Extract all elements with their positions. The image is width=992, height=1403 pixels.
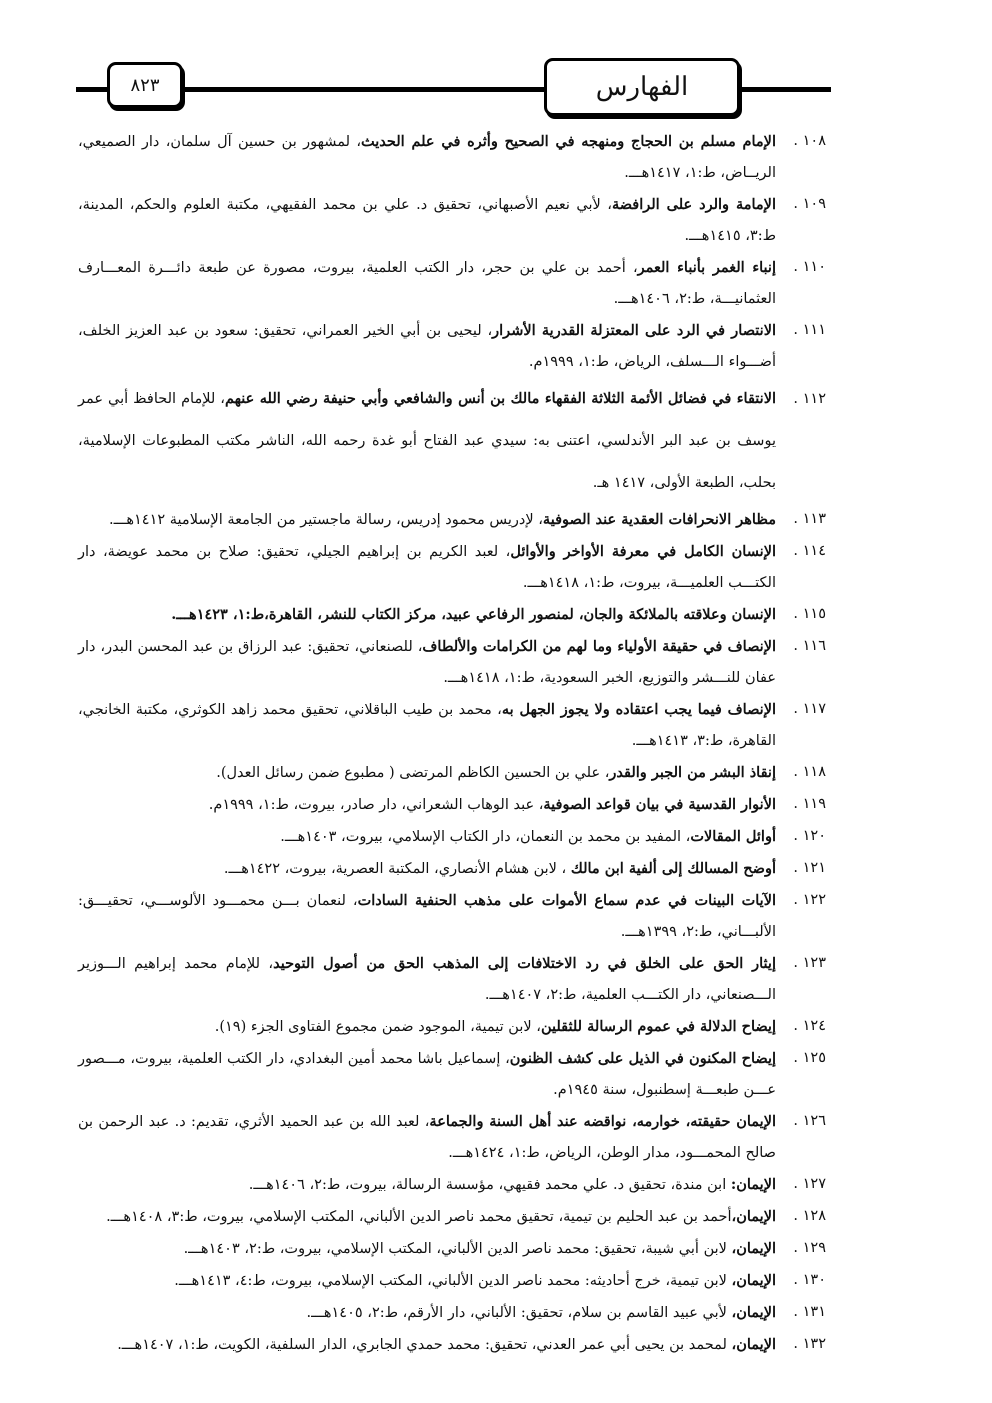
entry-title: الإيمان: bbox=[730, 1176, 776, 1193]
entry-title: الإيمان، bbox=[731, 1240, 776, 1257]
entry-text bbox=[78, 757, 776, 789]
bibliography-entry bbox=[78, 1265, 826, 1297]
entry-text bbox=[78, 631, 776, 694]
entry-title: الإنصاف فيما يجب اعتقاده ولا يجوز الجهل به bbox=[501, 701, 777, 718]
entry-number: ١٢٦ . bbox=[793, 1113, 826, 1129]
entry-details: ، لابن هشام الأنصاري، المكتبة العصرية، بيروت، ١٤٢٢هـــ. bbox=[223, 861, 571, 877]
bibliography-entry bbox=[78, 252, 826, 315]
entry-number: ١٣٠ . bbox=[793, 1272, 826, 1288]
bibliography-entry bbox=[78, 1297, 826, 1329]
entry-title: الإنسان وعلاقته بالملائكة والجان، لمنصور الرفاعي عبيد، مركز الكتاب للنشر، القاهرة،ط:١، ١٤٢٣هـــ. bbox=[171, 606, 776, 623]
bibliography-entry bbox=[78, 885, 826, 948]
entry-text bbox=[78, 252, 776, 315]
entry-text bbox=[78, 189, 776, 252]
entry-details: ، عبد الوهاب الشعراني، دار صادر، بيروت، ط:١، ١٩٩٩م. bbox=[208, 797, 544, 813]
header-rule-right bbox=[737, 87, 831, 92]
entry-title: أوائل المقالات bbox=[690, 828, 776, 845]
entry-text bbox=[78, 1011, 776, 1043]
entry-details: ، إسماعيل باشا محمد أمين البغدادي، دار الكتب العلمية، بيروت، مـــصور عـــن طبعـــة إسطنبول، سنة ١٩٤٥م. bbox=[78, 1051, 776, 1098]
entry-title: الإمامة والرد على الرافضة bbox=[611, 196, 776, 213]
bibliography-entry bbox=[78, 853, 826, 885]
page-title-box bbox=[544, 58, 740, 116]
entry-number: ١١٢ . bbox=[793, 391, 826, 407]
entry-title: إيضاح المكنون في الذيل على كشف الظنون bbox=[509, 1050, 777, 1067]
bibliography-entry bbox=[78, 821, 826, 853]
entry-details: ، لإدريس محمود إدريس، رسالة ماجستير من الجامعة الإسلامية ١٤١٢هـــ. bbox=[109, 512, 543, 528]
entry-text bbox=[78, 694, 776, 757]
page-number-box bbox=[107, 62, 183, 108]
entry-details: ، لابن تيمية، الموجود ضمن مجموع الفتاوى الجزء (١٩). bbox=[214, 1019, 541, 1035]
bibliography-list bbox=[78, 126, 826, 1361]
entry-title: أوضح المسالك إلى ألفية ابن مالك bbox=[570, 860, 776, 877]
entry-number: ١٠٨ . bbox=[793, 133, 826, 149]
entry-number: ١٢٠ . bbox=[793, 828, 826, 844]
bibliography-entry bbox=[78, 599, 826, 631]
bibliography-entry bbox=[78, 789, 826, 821]
entry-number: ١١٤ . bbox=[793, 543, 826, 559]
entry-title: إنباء الغمر بأنباء العمر bbox=[637, 259, 776, 276]
entry-title: الانتصار في الرد على المعتزلة القدرية الأشرار bbox=[492, 322, 777, 339]
entry-title: مظاهر الانحرافات العقدية عند الصوفية bbox=[542, 511, 776, 528]
entry-details: ، لنعمان بـــن محمـــود الألوســـي، تحقيـــق: الألبـــاني، ط:٢، ١٣٩٩هـــ. bbox=[78, 893, 776, 940]
entry-number: ١١٣ . bbox=[793, 511, 826, 527]
entry-details: لابن تيمية، خرج أحاديثه: محمد ناصر الدين الألباني، المكتب الإسلامي، بيروت، ط:٤، ١٤١٣هـــ. bbox=[174, 1273, 732, 1289]
entry-details: ، لمشهور بن حسين آل سلمان، دار الصميعي، الريــاض، ط:١، ١٤١٧هـــ. bbox=[78, 134, 776, 181]
entry-details: لمحمد بن يحيى أبي عمر العدني، تحقيق: محمد حمدي الجابري، الدار السلفية، الكويت، ط:١، ١٤٠٧هـــ. bbox=[117, 1337, 732, 1353]
entry-title: الإيمان، bbox=[731, 1208, 776, 1225]
bibliography-entry bbox=[78, 1329, 826, 1361]
entry-number: ١١٨ . bbox=[793, 764, 826, 780]
entry-number: ١٣٢ . bbox=[793, 1336, 826, 1352]
entry-title: الآيات البينات في عدم سماع الأموات على مذهب الحنفية السادات bbox=[357, 892, 776, 909]
bibliography-entry bbox=[78, 757, 826, 789]
entry-text bbox=[78, 599, 776, 631]
entry-title: الإمام مسلم بن الحجاج ومنهجه في الصحيح وأثره في علم الحديث bbox=[361, 133, 776, 150]
entry-text bbox=[78, 1043, 776, 1106]
bibliography-entry bbox=[78, 948, 826, 1011]
entry-text bbox=[78, 315, 776, 378]
entry-title: الانتقاء في فضائل الأئمة الثلاثة الفقهاء مالك بن أنس والشافعي وأبي حنيفة رضي الله عنهم bbox=[224, 390, 776, 407]
bibliography-entry bbox=[78, 1201, 826, 1233]
page-number: ٨٢٣ bbox=[130, 74, 160, 96]
entry-details: لأبي عبيد القاسم بن سلام، تحقيق: الألباني، دار الأرقم، ط:٢، ١٤٠٥هـــ. bbox=[306, 1305, 732, 1321]
entry-details: ، للإمام الحافظ أبي عمر يوسف بن عبد البر الأندلسي، اعتنى به: سيدي عبد الفتاح أبو غدة رحمه الله، الناشر مكتب المطبوعات الإسلامية، بحلب، الطبعة الأولى، ١٤١٧ هـ. bbox=[78, 391, 776, 491]
entry-number: ١١٠ . bbox=[793, 259, 826, 275]
header-rule-left bbox=[76, 87, 107, 92]
entry-number: ١٢١ . bbox=[793, 860, 826, 876]
entry-title: الإيمان، bbox=[731, 1304, 776, 1321]
entry-details: أحمد بن عبد الحليم بن تيمية، تحقيق محمد ناصر الدين الألباني، المكتب الإسلامي، بيروت، ط:٣، ١٤٠٨هـــ. bbox=[106, 1209, 732, 1225]
entry-title: الأنوار القدسية في بيان قواعد الصوفية bbox=[543, 796, 776, 813]
entry-text bbox=[78, 378, 776, 504]
entry-text bbox=[78, 821, 776, 853]
entry-number: ١٢٣ . bbox=[793, 955, 826, 971]
page-title: الفهارس bbox=[595, 72, 689, 102]
entry-details: ، المفيد بن محمد بن النعمان، دار الكتاب الإسلامي، بيروت، ١٤٠٣هـــ. bbox=[280, 829, 691, 845]
entry-number: ١٢٨ . bbox=[793, 1208, 826, 1224]
bibliography-entry bbox=[78, 694, 826, 757]
entry-title: الإيمان، bbox=[731, 1336, 776, 1353]
entry-details: ، ليحيى بن أبي الخير العمراني، تحقيق: سعود بن عبد العزيز الخلف، أضـــواء الـــسلف، الرياض، ط:١، ١٩٩٩م. bbox=[78, 323, 776, 370]
entry-number: ١١٥ . bbox=[793, 606, 826, 622]
entry-text bbox=[78, 1265, 776, 1297]
entry-text bbox=[78, 1169, 776, 1201]
entry-number: ١٢٥ . bbox=[793, 1050, 826, 1066]
entry-text bbox=[78, 1233, 776, 1265]
entry-text bbox=[78, 1106, 776, 1169]
entry-text bbox=[78, 1297, 776, 1329]
entry-number: ١٢٧ . bbox=[793, 1176, 826, 1192]
entry-number: ١١٩ . bbox=[793, 796, 826, 812]
entry-details: ، أحمد بن علي بن حجر، دار الكتب العلمية، بيروت، مصورة عن طبعة دائـــرة المعـــارف العثمانيـــة، ط:٢، ١٤٠٦هـــ. bbox=[78, 260, 776, 307]
entry-details: ، علي بن الحسين الكاظم المرتضى ( مطبوع ضمن رسائل العدل). bbox=[216, 765, 610, 781]
entry-number: ١٣١ . bbox=[793, 1304, 826, 1320]
entry-title: إنقاذ البشر من الجبر والقدر bbox=[609, 764, 776, 781]
bibliography-entry bbox=[78, 126, 826, 189]
bibliography-entry bbox=[78, 1011, 826, 1043]
entry-text bbox=[78, 504, 776, 536]
bibliography-entry bbox=[78, 1169, 826, 1201]
entry-details: ، للصنعاني، تحقيق: عبد الرزاق بن عبد المحسن البدر، دار عفان للنـــشر والتوزيع، الخبر السعودية، ط:١، ١٤١٨هـــ. bbox=[78, 639, 776, 686]
bibliography-entry bbox=[78, 1043, 826, 1106]
entry-title: الإيمان حقيقته، خوارمه، نواقضه عند أهل السنة والجماعة bbox=[429, 1113, 777, 1130]
entry-title: الإنصاف في حقيقة الأولياء وما لهم من الكرامات والألطاف bbox=[422, 638, 776, 655]
entry-title: إيضاح الدلالة في عموم الرسالة للثقلين bbox=[540, 1018, 776, 1035]
entry-details: ، للإمام محمد إبراهيم الـــوزير الـــصنعاني، دار الكتـــب العلمية، ط:٢، ١٤٠٧هـــ. bbox=[78, 956, 776, 1003]
entry-number: ١١٦ . bbox=[793, 638, 826, 654]
entry-number: ١١١ . bbox=[793, 322, 826, 338]
entry-number: ١٠٩ . bbox=[793, 196, 826, 212]
entry-details: لابن أبي شيبة، تحقيق: محمد ناصر الدين الألباني، المكتب الإسلامي، بيروت، ط:٢، ١٤٠٣هـــ. bbox=[183, 1241, 732, 1257]
entry-text bbox=[78, 885, 776, 948]
entry-title: الإنسان الكامل في معرفة الأواخر والأوائل bbox=[510, 543, 776, 560]
entry-title: الإيمان، bbox=[731, 1272, 776, 1289]
bibliography-entry bbox=[78, 315, 826, 378]
entry-details: ابن مندة، تحقيق د. علي محمد فقيهي، مؤسسة الرسالة، بيروت، ط:٢، ١٤٠٦هـــ. bbox=[248, 1177, 731, 1193]
entry-text bbox=[78, 126, 776, 189]
entry-text bbox=[78, 536, 776, 599]
bibliography-entry bbox=[78, 631, 826, 694]
entry-details: ، لأبي نعيم الأصبهاني، تحقيق د. علي بن محمد الفقيهي، مكتبة العلوم والحكم، المدينة، ط:٣، ١٤١٥هـــ. bbox=[78, 197, 776, 244]
entry-details: ، لعبد الله بن عبد الحميد الأثري، تقديم: د. عبد الرحمن بن صالح المحمـــود، مدار الوطن، الرياض، ط:١، ١٤٢٤هـــ. bbox=[78, 1114, 776, 1161]
entry-number: ١٢٢ . bbox=[793, 892, 826, 908]
entry-number: ١٢٤ . bbox=[793, 1018, 826, 1034]
entry-text bbox=[78, 853, 776, 885]
header-rule-middle bbox=[180, 87, 544, 92]
entry-text bbox=[78, 789, 776, 821]
entry-text bbox=[78, 948, 776, 1011]
bibliography-entry bbox=[78, 536, 826, 599]
bibliography-entry bbox=[78, 189, 826, 252]
bibliography-entry bbox=[78, 504, 826, 536]
bibliography-entry bbox=[78, 1233, 826, 1265]
entry-details: ، محمد بن طيب الباقلاني، تحقيق محمد زاهد الكوثري، مكتبة الخانجي، القاهرة، ط:٣، ١٤١٣هـــ. bbox=[78, 702, 776, 749]
entry-number: ١٢٩ . bbox=[793, 1240, 826, 1256]
entry-details: ، لعبد الكريم بن إبراهيم الجيلي، تحقيق: صلاح بن محمد عويضة، دار الكتـــب العلميـــة، بيروت، ط:١، ١٤١٨هـــ. bbox=[78, 544, 776, 591]
bibliography-entry bbox=[78, 378, 826, 504]
entry-text bbox=[78, 1329, 776, 1361]
entry-number: ١١٧ . bbox=[793, 701, 826, 717]
entry-text bbox=[78, 1201, 776, 1233]
bibliography-entry bbox=[78, 1106, 826, 1169]
entry-title: إيثار الحق على الخلق في رد الاختلافات إلى المذهب الحق من أصول التوحيد bbox=[273, 955, 776, 972]
